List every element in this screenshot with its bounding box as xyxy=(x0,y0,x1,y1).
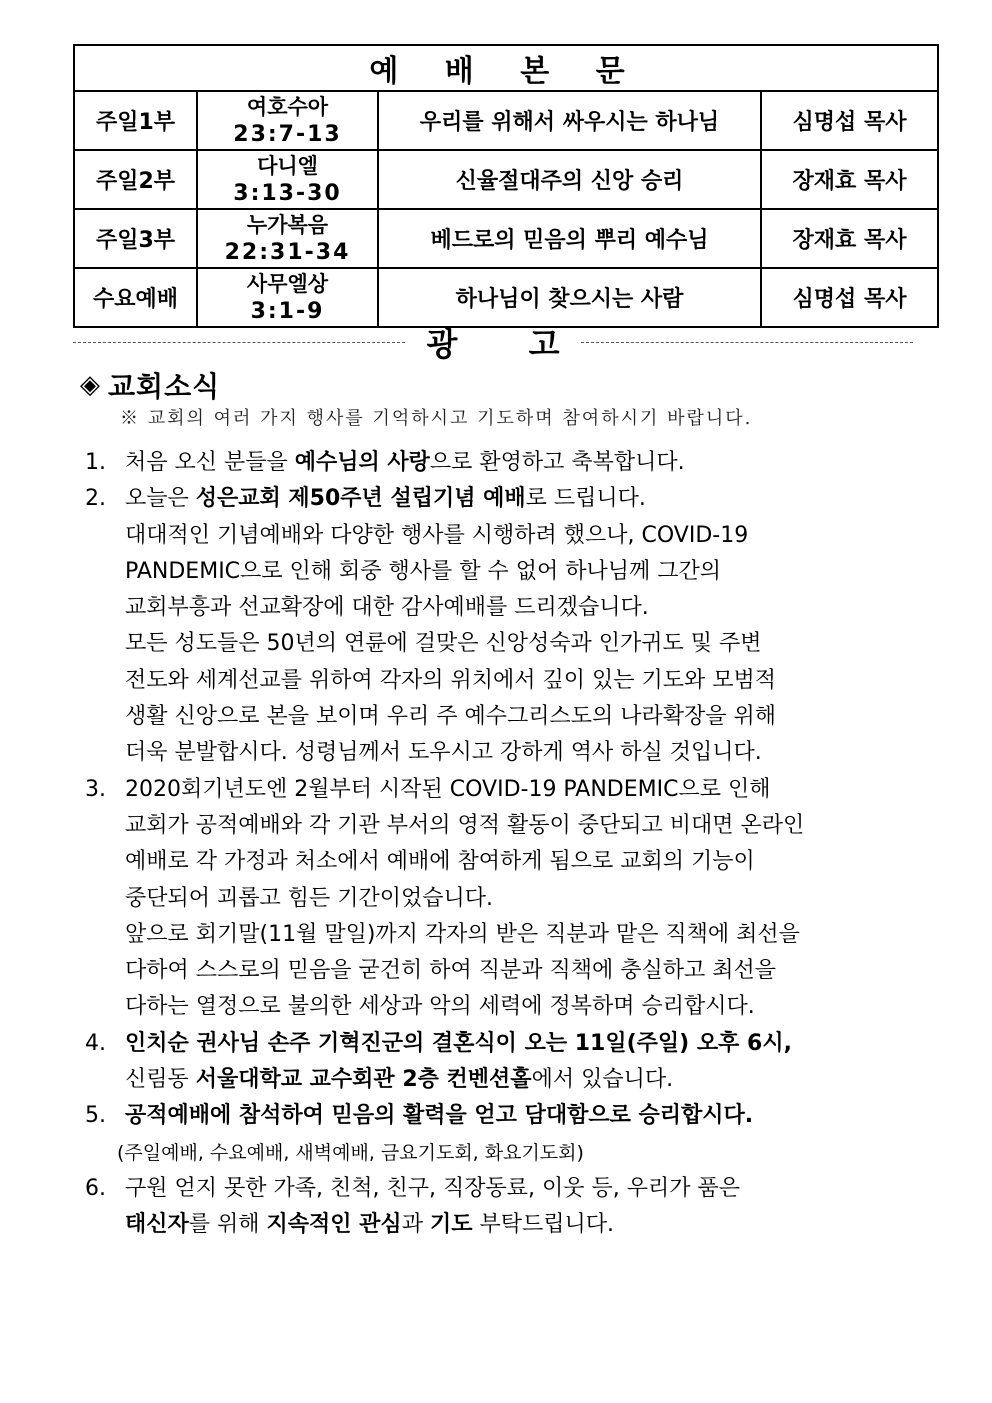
item-line: 전도와 세계선교를 위하여 각자의 위치에서 깊이 있는 기도와 모범적 xyxy=(125,667,777,693)
preacher-name: 심명섭 목사 xyxy=(761,268,938,327)
item-number: 1. xyxy=(85,450,106,475)
scripture-book: 누가복음 xyxy=(246,212,329,237)
item-line: 대대적인 기념예배와 다양한 행사를 시행하려 했으나, COVID-19 xyxy=(125,522,749,548)
item-number: 3. xyxy=(85,776,106,802)
schedule-title: 예 배 본 문 xyxy=(74,45,938,91)
text-span: 과 xyxy=(401,1212,430,1238)
participation-note: ※ 교회의 여러 가지 행사를 기억하시고 기도하며 참여하시기 바랍니다. xyxy=(120,408,753,429)
item-line: 더욱 분발합시다. 성령님께서 도우시고 강하게 역사 하실 것입니다. xyxy=(125,740,762,766)
item-line: 2020회기년도엔 2월부터 시작된 COVID-19 PANDEMIC으로 인해 xyxy=(125,776,771,802)
table-row xyxy=(74,150,938,209)
item-line: 구원 얻지 못한 가족, 친척, 친구, 직장동료, 이웃 등, 우리가 품은 xyxy=(125,1175,740,1201)
item-line: 공적예배에 참석하여 믿음의 활력을 얻고 담대함으로 승리합시다. xyxy=(125,1103,754,1129)
announcements-heading xyxy=(73,322,913,362)
item-line: 교회가 공적예배와 각 기관 부서의 영적 활동이 중단되고 비대면 온라인 xyxy=(125,812,805,838)
item-line: 중단되어 괴롭고 힘든 기간이었습니다. xyxy=(125,885,494,911)
scripture-verse: 3:13-30 xyxy=(233,180,342,206)
service-name: 주일2부 xyxy=(74,150,197,209)
item-line: (주일예배, 수요예배, 새벽예배, 금요기도회, 화요기도회) xyxy=(117,1141,584,1164)
divider-left xyxy=(73,342,405,343)
diamond-bullet-icon: ◈ xyxy=(80,370,100,400)
list-item xyxy=(85,772,945,1026)
item-number: 2. xyxy=(85,486,106,512)
sermon-title: 신율절대주의 신앙 승리 xyxy=(378,150,761,209)
item-line: 생활 신앙으로 본을 보이며 우리 주 예수그리스도의 나라확장을 위해 xyxy=(125,704,777,730)
item-line: 다하는 열정으로 불의한 세상과 악의 세력에 정복하며 승리합시다. xyxy=(125,994,755,1020)
item-line xyxy=(125,481,945,517)
text-span: 신림동 xyxy=(125,1067,196,1093)
item-line: 교회부흥과 선교확장에 대한 감사예배를 드리겠습니다. xyxy=(125,595,649,621)
item-line: PANDEMIC으로 인해 회중 행사를 할 수 없어 하나님께 그간의 xyxy=(125,558,722,584)
preacher-name: 장재효 목사 xyxy=(761,209,938,268)
text-emphasis: 태신자 xyxy=(125,1212,189,1238)
preacher-name: 장재효 목사 xyxy=(761,150,938,209)
text-span: 오늘은 xyxy=(125,486,196,512)
item-number: 4. xyxy=(85,1030,106,1056)
service-name: 주일1부 xyxy=(74,91,197,150)
scripture-book: 다니엘 xyxy=(257,153,318,178)
text-span: 으로 환영하고 축복합니다. xyxy=(429,450,685,475)
service-name: 수요예배 xyxy=(74,268,197,327)
text-span: 로 드립니다. xyxy=(525,486,646,512)
sermon-title: 하나님이 찾으시는 사람 xyxy=(378,268,761,327)
list-item xyxy=(85,1171,945,1244)
scripture-verse: 22:31-34 xyxy=(224,239,351,265)
item-number: 6. xyxy=(85,1175,106,1201)
church-news-label: 교회소식 xyxy=(108,370,221,403)
item-line: 모든 성도들은 50년의 연륜에 걸맞은 신앙성숙과 인가귀도 및 주변 xyxy=(125,631,762,657)
announcements-title: 광 고 xyxy=(426,325,590,363)
sermon-title: 베드로의 믿음의 뿌리 예수님 xyxy=(378,209,761,268)
preacher-name: 심명섭 목사 xyxy=(761,91,938,150)
divider-right xyxy=(581,342,913,343)
table-row xyxy=(74,209,938,268)
scripture-reference xyxy=(197,91,378,150)
item-line xyxy=(125,445,945,481)
list-item xyxy=(85,1026,945,1099)
scripture-reference xyxy=(197,268,378,327)
scripture-reference xyxy=(197,209,378,268)
text-emphasis: 기도 xyxy=(429,1212,473,1238)
text-span: 에서 있습니다. xyxy=(531,1067,674,1093)
item-line: 앞으로 회기말(11월 말일)까지 각자의 받은 직분과 맡은 직책에 최선을 xyxy=(125,921,800,947)
scripture-reference xyxy=(197,150,378,209)
scripture-verse: 3:1-9 xyxy=(250,298,325,324)
item-line: 다하여 스스로의 믿음을 굳건히 하여 직분과 직책에 충실하고 최선을 xyxy=(125,958,777,984)
service-name: 주일3부 xyxy=(74,209,197,268)
item-number: 5. xyxy=(85,1103,106,1129)
item-line: 인치순 권사님 손주 기혁진군의 결혼식이 오는 11일(주일) 오후 6시, xyxy=(125,1030,792,1056)
scripture-book: 여호수아 xyxy=(246,94,329,119)
scripture-book: 사무엘상 xyxy=(246,271,329,296)
announcement-list xyxy=(85,445,945,1244)
church-news-title xyxy=(80,365,220,405)
text-span: 부탁드립니다. xyxy=(472,1212,614,1238)
item-line: 예배로 각 가정과 처소에서 예배에 참여하게 됨으로 교회의 기능이 xyxy=(125,849,755,875)
item-line xyxy=(125,1062,945,1098)
worship-schedule-table xyxy=(73,44,939,328)
scripture-verse: 23:7-13 xyxy=(233,121,342,147)
text-span: 를 위해 xyxy=(188,1212,267,1238)
list-item xyxy=(85,445,945,481)
text-emphasis: 예수님의 사랑 xyxy=(294,450,430,475)
table-row xyxy=(74,91,938,150)
list-item xyxy=(85,481,945,771)
text-span: 처음 오신 분들을 xyxy=(125,450,295,475)
list-item xyxy=(85,1098,945,1171)
text-emphasis: 지속적인 관심 xyxy=(266,1212,402,1238)
sermon-title: 우리를 위해서 싸우시는 하나님 xyxy=(378,91,761,150)
item-line xyxy=(125,1207,945,1243)
text-emphasis: 서울대학교 교수회관 2층 컨벤션홀 xyxy=(195,1067,532,1093)
text-emphasis: 성은교회 제50주년 설립기념 예배 xyxy=(195,486,526,512)
